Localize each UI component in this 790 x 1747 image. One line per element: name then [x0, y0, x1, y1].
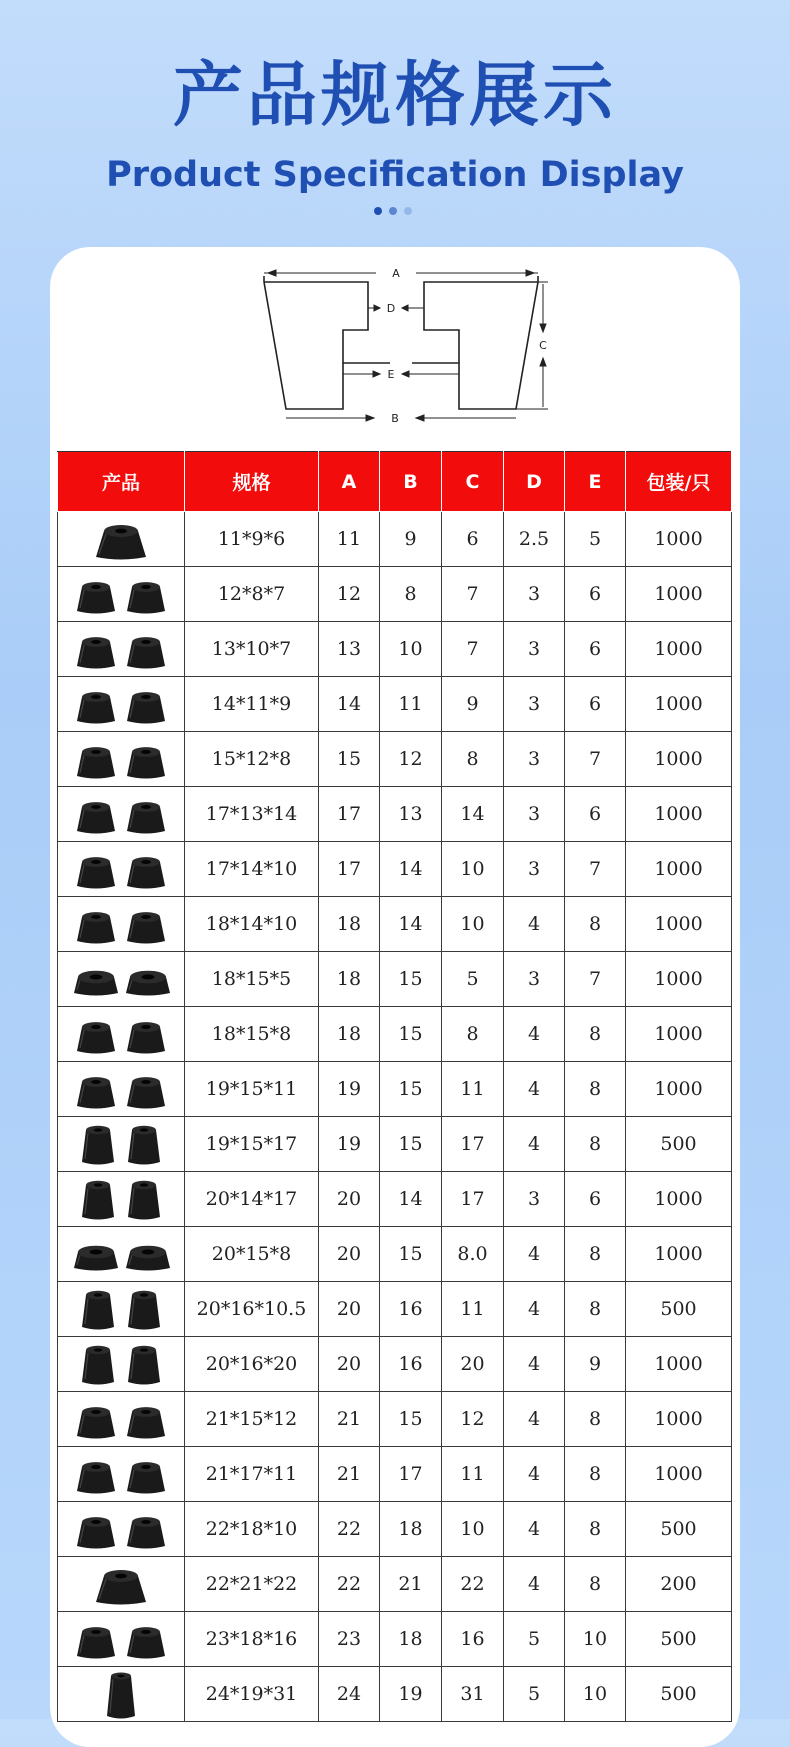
cell-c: 5	[442, 952, 504, 1007]
cell-b: 14	[380, 1172, 442, 1227]
dim-label-d: D	[386, 302, 396, 315]
table-row	[58, 1007, 732, 1062]
cell-product-image	[58, 1062, 185, 1117]
cell-a: 22	[319, 1557, 380, 1612]
cell-a: 19	[319, 1117, 380, 1172]
cell-product-image	[58, 732, 185, 787]
cell-spec: 18*15*5	[185, 952, 319, 1007]
product-image	[58, 1118, 184, 1170]
cell-pack: 500	[626, 1502, 732, 1557]
table-row	[58, 1392, 732, 1447]
cell-spec: 20*14*17	[185, 1172, 319, 1227]
table-row	[58, 732, 732, 787]
cell-c: 7	[442, 567, 504, 622]
table-row	[58, 1447, 732, 1502]
cell-spec: 21*17*11	[185, 1447, 319, 1502]
cell-b: 18	[380, 1502, 442, 1557]
cell-spec: 22*21*22	[185, 1557, 319, 1612]
cell-e: 8	[565, 1447, 626, 1502]
cell-a: 13	[319, 622, 380, 677]
product-image	[58, 1008, 184, 1060]
cell-c: 11	[442, 1282, 504, 1337]
table-row	[58, 1172, 732, 1227]
product-image	[58, 1283, 184, 1335]
cell-spec: 17*14*10	[185, 842, 319, 897]
cell-pack: 1000	[626, 897, 732, 952]
cell-b: 15	[380, 1062, 442, 1117]
cell-c: 11	[442, 1447, 504, 1502]
table-row	[58, 1502, 732, 1557]
product-image	[58, 1393, 184, 1445]
cell-d: 3	[504, 952, 565, 1007]
product-image	[58, 1668, 184, 1720]
cell-a: 18	[319, 1007, 380, 1062]
cell-e: 7	[565, 842, 626, 897]
cell-d: 5	[504, 1612, 565, 1667]
table-row	[58, 677, 732, 732]
cell-product-image	[58, 1117, 185, 1172]
cell-a: 15	[319, 732, 380, 787]
cell-pack: 1000	[626, 1227, 732, 1282]
cell-product-image	[58, 1667, 185, 1722]
cell-a: 24	[319, 1667, 380, 1722]
cell-product-image	[58, 952, 185, 1007]
cell-c: 14	[442, 787, 504, 842]
cell-pack: 1000	[626, 1062, 732, 1117]
cell-product-image	[58, 512, 185, 567]
cell-e: 9	[565, 1337, 626, 1392]
cell-d: 4	[504, 1502, 565, 1557]
cell-b: 19	[380, 1667, 442, 1722]
cell-spec: 19*15*17	[185, 1117, 319, 1172]
dot-indicator	[404, 207, 412, 215]
cell-c: 10	[442, 1502, 504, 1557]
cell-b: 14	[380, 897, 442, 952]
cell-d: 4	[504, 1392, 565, 1447]
col-header-product: 产品	[58, 452, 185, 512]
table-row	[58, 1227, 732, 1282]
cell-a: 22	[319, 1502, 380, 1557]
table-row	[58, 842, 732, 897]
cell-pack: 1000	[626, 1447, 732, 1502]
cell-a: 20	[319, 1172, 380, 1227]
cell-e: 10	[565, 1612, 626, 1667]
cell-pack: 200	[626, 1557, 732, 1612]
cell-e: 8	[565, 1007, 626, 1062]
cell-c: 31	[442, 1667, 504, 1722]
table-row	[58, 1062, 732, 1117]
cell-spec: 19*15*11	[185, 1062, 319, 1117]
cell-e: 7	[565, 732, 626, 787]
cell-product-image	[58, 842, 185, 897]
cell-pack: 1000	[626, 787, 732, 842]
cell-d: 2.5	[504, 512, 565, 567]
cell-d: 4	[504, 1447, 565, 1502]
cell-c: 10	[442, 897, 504, 952]
table-row	[58, 897, 732, 952]
cell-e: 6	[565, 787, 626, 842]
col-header-e: E	[565, 452, 626, 512]
table-row	[58, 1117, 732, 1172]
cell-spec: 15*12*8	[185, 732, 319, 787]
cell-e: 5	[565, 512, 626, 567]
col-header-pack: 包装/只	[626, 452, 732, 512]
cell-d: 4	[504, 897, 565, 952]
cell-b: 21	[380, 1557, 442, 1612]
cell-e: 7	[565, 952, 626, 1007]
cell-a: 19	[319, 1062, 380, 1117]
col-header-b: B	[380, 452, 442, 512]
product-image	[58, 513, 184, 565]
cell-b: 8	[380, 567, 442, 622]
cell-pack: 1000	[626, 952, 732, 1007]
cell-pack: 500	[626, 1667, 732, 1722]
product-image	[58, 953, 184, 1005]
cell-a: 18	[319, 897, 380, 952]
dim-label-e: E	[387, 368, 395, 381]
spec-table	[57, 451, 732, 1722]
dim-label-c: C	[539, 339, 547, 352]
cell-d: 4	[504, 1282, 565, 1337]
cell-c: 17	[442, 1117, 504, 1172]
product-image	[58, 568, 184, 620]
cell-product-image	[58, 1172, 185, 1227]
cell-d: 3	[504, 567, 565, 622]
page-header	[0, 0, 790, 240]
product-image	[58, 1228, 184, 1280]
cell-e: 8	[565, 1227, 626, 1282]
cell-a: 23	[319, 1612, 380, 1667]
product-image	[58, 623, 184, 675]
cell-pack: 500	[626, 1282, 732, 1337]
cell-pack: 1000	[626, 677, 732, 732]
cell-a: 18	[319, 952, 380, 1007]
product-image	[58, 733, 184, 785]
table-row	[58, 787, 732, 842]
cell-product-image	[58, 897, 185, 952]
cell-product-image	[58, 1007, 185, 1062]
carousel-dots	[374, 207, 412, 215]
cell-b: 16	[380, 1337, 442, 1392]
cell-d: 3	[504, 622, 565, 677]
cell-spec: 12*8*7	[185, 567, 319, 622]
cell-d: 4	[504, 1557, 565, 1612]
cell-a: 21	[319, 1392, 380, 1447]
cell-a: 20	[319, 1337, 380, 1392]
cell-a: 21	[319, 1447, 380, 1502]
cell-c: 8	[442, 1007, 504, 1062]
cell-c: 6	[442, 512, 504, 567]
page-title: 产品规格展示	[173, 54, 617, 136]
cell-d: 3	[504, 732, 565, 787]
cell-d: 3	[504, 787, 565, 842]
col-header-a: A	[319, 452, 380, 512]
product-image	[58, 898, 184, 950]
cell-b: 11	[380, 677, 442, 732]
cell-spec: 20*16*20	[185, 1337, 319, 1392]
cell-product-image	[58, 1557, 185, 1612]
cell-pack: 500	[626, 1612, 732, 1667]
product-image	[58, 1448, 184, 1500]
cell-spec: 13*10*7	[185, 622, 319, 677]
table-row	[58, 952, 732, 1007]
cell-a: 20	[319, 1227, 380, 1282]
cell-d: 4	[504, 1227, 565, 1282]
cell-a: 20	[319, 1282, 380, 1337]
cell-c: 11	[442, 1062, 504, 1117]
cell-d: 3	[504, 677, 565, 732]
cell-b: 12	[380, 732, 442, 787]
cell-product-image	[58, 1612, 185, 1667]
table-row	[58, 622, 732, 677]
cell-product-image	[58, 567, 185, 622]
cell-pack: 500	[626, 1117, 732, 1172]
cell-product-image	[58, 1447, 185, 1502]
product-image	[58, 843, 184, 895]
cell-c: 17	[442, 1172, 504, 1227]
cell-product-image	[58, 1502, 185, 1557]
cell-e: 8	[565, 1557, 626, 1612]
cell-b: 16	[380, 1282, 442, 1337]
cell-c: 7	[442, 622, 504, 677]
cell-c: 16	[442, 1612, 504, 1667]
cell-spec: 11*9*6	[185, 512, 319, 567]
product-image	[58, 1173, 184, 1225]
cell-c: 10	[442, 842, 504, 897]
product-image	[58, 1338, 184, 1390]
cell-e: 8	[565, 1502, 626, 1557]
product-image	[58, 1503, 184, 1555]
cell-e: 6	[565, 567, 626, 622]
cell-e: 8	[565, 1062, 626, 1117]
cell-product-image	[58, 622, 185, 677]
col-header-c: C	[442, 452, 504, 512]
cell-d: 3	[504, 842, 565, 897]
dimension-diagram	[256, 262, 546, 430]
product-image	[58, 1558, 184, 1610]
cell-spec: 20*15*8	[185, 1227, 319, 1282]
dim-label-a: A	[392, 267, 400, 280]
cell-spec: 14*11*9	[185, 677, 319, 732]
cell-spec: 17*13*14	[185, 787, 319, 842]
cell-product-image	[58, 1282, 185, 1337]
cell-c: 12	[442, 1392, 504, 1447]
cell-c: 8.0	[442, 1227, 504, 1282]
cell-e: 6	[565, 622, 626, 677]
cell-spec: 21*15*12	[185, 1392, 319, 1447]
cell-spec: 18*15*8	[185, 1007, 319, 1062]
cell-a: 17	[319, 787, 380, 842]
cell-pack: 1000	[626, 622, 732, 677]
cell-e: 6	[565, 677, 626, 732]
product-image	[58, 788, 184, 840]
cell-spec: 18*14*10	[185, 897, 319, 952]
cell-c: 8	[442, 732, 504, 787]
col-header-d: D	[504, 452, 565, 512]
cell-d: 5	[504, 1667, 565, 1722]
cell-b: 17	[380, 1447, 442, 1502]
cell-spec: 24*19*31	[185, 1667, 319, 1722]
product-image	[58, 678, 184, 730]
cell-pack: 1000	[626, 1007, 732, 1062]
cell-pack: 1000	[626, 732, 732, 787]
cell-c: 22	[442, 1557, 504, 1612]
cell-e: 8	[565, 897, 626, 952]
cell-b: 15	[380, 1117, 442, 1172]
table-row	[58, 1337, 732, 1392]
table-row	[58, 1282, 732, 1337]
cell-a: 11	[319, 512, 380, 567]
product-image	[58, 1613, 184, 1665]
cell-spec: 23*18*16	[185, 1612, 319, 1667]
cell-b: 15	[380, 1392, 442, 1447]
cell-b: 13	[380, 787, 442, 842]
table-row	[58, 1667, 732, 1722]
cell-a: 14	[319, 677, 380, 732]
cell-pack: 1000	[626, 1337, 732, 1392]
cell-c: 9	[442, 677, 504, 732]
page-subtitle: Product Specification Display	[106, 155, 684, 195]
cell-spec: 20*16*10.5	[185, 1282, 319, 1337]
cell-product-image	[58, 677, 185, 732]
cell-e: 10	[565, 1667, 626, 1722]
cell-b: 15	[380, 952, 442, 1007]
cell-e: 8	[565, 1392, 626, 1447]
cell-e: 8	[565, 1117, 626, 1172]
cell-b: 18	[380, 1612, 442, 1667]
table-row	[58, 512, 732, 567]
cell-spec: 22*18*10	[185, 1502, 319, 1557]
cell-pack: 1000	[626, 1172, 732, 1227]
cell-e: 6	[565, 1172, 626, 1227]
cell-d: 4	[504, 1117, 565, 1172]
cell-b: 9	[380, 512, 442, 567]
table-header-row	[58, 452, 732, 512]
cell-a: 12	[319, 567, 380, 622]
table-row	[58, 1612, 732, 1667]
cell-product-image	[58, 1392, 185, 1447]
cell-b: 15	[380, 1007, 442, 1062]
cell-d: 3	[504, 1172, 565, 1227]
col-header-spec: 规格	[185, 452, 319, 512]
cell-b: 15	[380, 1227, 442, 1282]
cell-e: 8	[565, 1282, 626, 1337]
cell-d: 4	[504, 1062, 565, 1117]
table-row	[58, 1557, 732, 1612]
cell-pack: 1000	[626, 512, 732, 567]
cell-a: 17	[319, 842, 380, 897]
cell-pack: 1000	[626, 842, 732, 897]
cell-d: 4	[504, 1337, 565, 1392]
cell-b: 10	[380, 622, 442, 677]
dot-indicator	[389, 207, 397, 215]
cell-c: 20	[442, 1337, 504, 1392]
cell-b: 14	[380, 842, 442, 897]
product-image	[58, 1063, 184, 1115]
dim-label-b: B	[391, 412, 399, 425]
cell-product-image	[58, 1227, 185, 1282]
cell-pack: 1000	[626, 1392, 732, 1447]
cell-pack: 1000	[626, 567, 732, 622]
dot-indicator	[374, 207, 382, 215]
cell-product-image	[58, 1337, 185, 1392]
table-row	[58, 567, 732, 622]
cell-product-image	[58, 787, 185, 842]
cell-d: 4	[504, 1007, 565, 1062]
